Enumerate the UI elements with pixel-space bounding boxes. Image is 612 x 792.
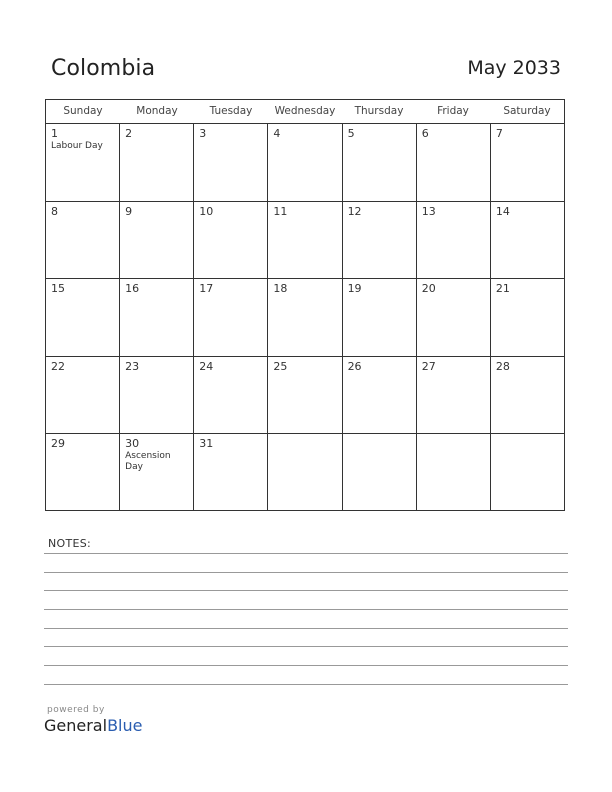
day-cell <box>46 279 120 356</box>
month-year-title: May 2033 <box>467 57 561 79</box>
day-number: 16 <box>125 282 140 296</box>
day-cell-empty <box>343 434 417 511</box>
day-number: 7 <box>495 127 503 140</box>
day-number: 31 <box>199 437 214 451</box>
brand-general: General <box>44 716 108 735</box>
day-number: 29 <box>51 437 65 451</box>
day-cell <box>194 357 268 434</box>
day-cell <box>194 202 268 279</box>
day-number: 22 <box>51 359 65 373</box>
day-cell <box>343 357 417 434</box>
weekday-header-row <box>46 100 564 124</box>
day-number: 20 <box>421 282 436 296</box>
day-number: 8 <box>51 204 58 218</box>
day-number: 10 <box>199 204 214 218</box>
weekday-sunday: Sunday <box>63 105 103 117</box>
notes-line <box>44 590 568 591</box>
day-cell <box>343 279 417 356</box>
weekday-friday: Friday <box>437 105 469 117</box>
country-title: Colombia <box>51 56 156 81</box>
day-cell <box>268 124 342 201</box>
brand-blue: Blue <box>107 716 143 735</box>
notes-line <box>44 572 568 573</box>
day-cell <box>417 202 491 279</box>
day-cell <box>46 202 120 279</box>
week-row-1 <box>46 124 564 202</box>
day-cell-empty <box>268 434 342 511</box>
day-number: 28 <box>495 359 510 373</box>
day-number: 6 <box>421 127 429 140</box>
notes-line <box>44 646 568 647</box>
day-cell <box>120 124 194 201</box>
weekday-wednesday: Wednesday <box>274 105 336 117</box>
day-number: 13 <box>421 204 436 218</box>
day-cell <box>194 434 268 511</box>
day-cell <box>417 124 491 201</box>
day-cell <box>46 357 120 434</box>
day-number: 3 <box>199 127 207 140</box>
notes-line <box>44 684 568 685</box>
day-number: 12 <box>347 204 362 218</box>
week-row-3 <box>46 279 564 357</box>
day-cell-empty <box>417 434 491 511</box>
day-number: 4 <box>273 127 281 140</box>
notes-line <box>44 609 568 610</box>
day-number: 27 <box>421 359 436 373</box>
generalblue-logo[interactable] <box>44 716 142 735</box>
day-cell <box>268 279 342 356</box>
weekday-tuesday: Tuesday <box>209 105 253 117</box>
weekday-monday: Monday <box>136 105 178 117</box>
day-cell <box>120 357 194 434</box>
day-cell <box>268 202 342 279</box>
day-number: 23 <box>125 359 140 373</box>
weekday-saturday: Saturday <box>503 105 551 117</box>
day-cell <box>46 124 120 201</box>
day-cell <box>491 202 564 279</box>
week-row-5 <box>46 434 564 511</box>
day-number: 26 <box>347 359 362 373</box>
holiday-label: Ascension Day <box>125 451 171 473</box>
day-cell <box>417 357 491 434</box>
day-number: 24 <box>199 359 214 373</box>
day-cell <box>491 357 564 434</box>
day-number: 14 <box>495 204 510 218</box>
day-cell <box>491 124 564 201</box>
powered-by-text: powered by <box>47 705 105 715</box>
day-cell <box>120 279 194 356</box>
day-number: 30 <box>125 437 140 451</box>
holiday-label: Labour Day <box>51 141 103 151</box>
notes-label: NOTES: <box>48 537 92 550</box>
week-row-4 <box>46 357 564 435</box>
day-number: 11 <box>273 204 288 218</box>
day-number: 17 <box>199 282 214 296</box>
calendar-grid <box>45 99 565 511</box>
day-number: 9 <box>125 204 133 218</box>
day-number: 15 <box>51 282 65 296</box>
day-cell <box>194 279 268 356</box>
week-row-2 <box>46 202 564 280</box>
weekday-thursday: Thursday <box>354 105 404 117</box>
day-cell <box>120 202 194 279</box>
day-number: 18 <box>273 282 288 296</box>
day-number: 2 <box>125 127 133 140</box>
day-cell <box>491 279 564 356</box>
day-number: 19 <box>347 282 362 296</box>
notes-line <box>44 553 568 554</box>
day-cell <box>46 434 120 511</box>
notes-line <box>44 665 568 666</box>
day-number: 1 <box>51 127 58 140</box>
day-number: 25 <box>273 359 288 373</box>
notes-line <box>44 628 568 629</box>
day-cell <box>343 202 417 279</box>
day-number: 21 <box>495 282 510 296</box>
day-cell <box>417 279 491 356</box>
day-cell <box>268 357 342 434</box>
day-number: 5 <box>347 127 355 140</box>
day-cell <box>343 124 417 201</box>
day-cell <box>194 124 268 201</box>
day-cell <box>120 434 194 511</box>
day-cell-empty <box>491 434 564 511</box>
